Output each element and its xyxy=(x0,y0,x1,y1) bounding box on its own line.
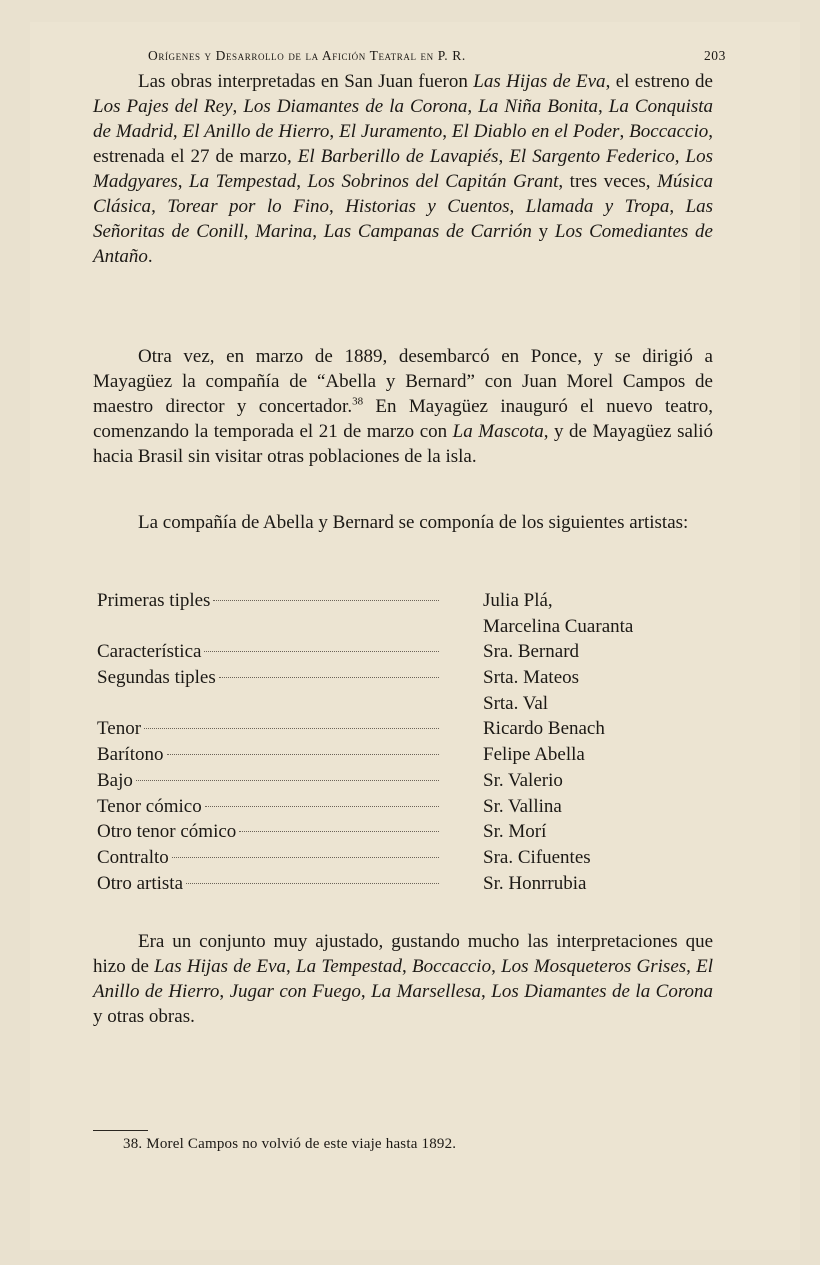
text-run: , xyxy=(172,121,183,142)
text-run: , xyxy=(669,196,686,217)
cast-row xyxy=(97,614,692,640)
dot-leader xyxy=(205,806,439,807)
work-title: Música Clásica xyxy=(93,171,714,217)
running-title: Orígenes y Desarrollo de la Afición Teatral en P. R. xyxy=(148,48,466,63)
running-header xyxy=(148,48,726,64)
cast-artist: Felipe Abella xyxy=(483,744,585,766)
text-run: , xyxy=(329,121,340,142)
cast-role-label: Contralto xyxy=(97,846,169,868)
cast-role xyxy=(97,742,457,768)
text-run: La compañía de Abella y Bernard se componía de los siguientes artistas: xyxy=(138,512,689,533)
cast-list xyxy=(97,588,692,896)
work-title: Las Campanas de Carrión xyxy=(323,221,532,242)
cast-role xyxy=(97,794,457,820)
cast-artist: Sra. Bernard xyxy=(483,641,580,663)
work-title: Los Diamantes de la Corona xyxy=(243,96,468,117)
work-title: La Mascota xyxy=(452,421,544,442)
cast-role xyxy=(97,871,457,897)
work-title: Jugar con Fuego xyxy=(229,981,361,1002)
dot-leader xyxy=(186,883,439,884)
text-run: , xyxy=(442,121,452,142)
cast-role xyxy=(97,665,457,691)
work-title: La Tempestad xyxy=(296,956,402,977)
dot-leader xyxy=(213,600,439,601)
cast-role-label: Bajo xyxy=(97,769,133,791)
text-run: , xyxy=(329,196,346,217)
paragraph-performances xyxy=(93,929,713,1029)
text-run: , xyxy=(619,121,630,142)
text-run: , tres veces, xyxy=(558,171,658,192)
cast-row xyxy=(97,845,692,871)
text-run: Las obras interpretadas en San Juan fueron xyxy=(138,71,474,92)
cast-artist: Sr. Valerio xyxy=(483,769,563,791)
cast-role-label: Primeras tiples xyxy=(97,590,211,611)
text-run: En Mayagüez inauguró el nuevo teatro, comenzando la temporada el 21 de marzo con xyxy=(93,396,714,442)
cast-row xyxy=(97,665,692,691)
dot-leader xyxy=(204,651,439,652)
paragraph-repertoire xyxy=(93,69,713,269)
text-run: y otras obras. xyxy=(93,1006,195,1027)
cast-role-label: Segundas tiples xyxy=(97,667,216,689)
footnote-divider xyxy=(93,1130,148,1131)
text-run: , xyxy=(286,956,297,977)
cast-artist: Ricardo Benach xyxy=(483,718,605,740)
text-run: . xyxy=(147,246,153,267)
cast-role-label: Tenor cómico xyxy=(97,795,202,817)
work-title: Torear por lo Fino xyxy=(167,196,329,217)
text-run: y xyxy=(531,221,555,242)
dot-leader xyxy=(172,857,439,858)
work-title: El Juramento xyxy=(339,121,443,142)
dot-leader xyxy=(167,754,440,755)
text-run: , xyxy=(219,981,230,1002)
text-run: , xyxy=(151,196,168,217)
cast-artist: Marcelina Cuaranta xyxy=(483,615,634,637)
work-title: El Anillo de Hierro xyxy=(93,956,714,1002)
cast-role-label: Característica xyxy=(97,641,202,663)
text-run: , xyxy=(509,196,526,217)
cast-artist: Sr. Morí xyxy=(483,821,547,843)
work-title: La Niña Bonita xyxy=(478,96,598,117)
cast-artist: Srta. Mateos xyxy=(483,667,580,689)
cast-role xyxy=(97,819,457,845)
work-title: El Barberillo de Lavapiés xyxy=(297,146,499,167)
cast-row xyxy=(97,588,692,614)
cast-role xyxy=(97,639,457,665)
dot-leader xyxy=(219,677,439,678)
work-title: El Diablo en el Poder xyxy=(451,121,620,142)
cast-row xyxy=(97,819,692,845)
work-title: Los Mosqueteros Grises xyxy=(501,956,687,977)
cast-role xyxy=(97,845,457,871)
work-title: Las Hijas de Eva xyxy=(473,71,606,92)
work-title: La Conquista de Madrid xyxy=(93,96,714,142)
cast-role xyxy=(97,588,457,614)
work-title: Boccaccio xyxy=(411,956,492,977)
text-run: , xyxy=(312,221,324,242)
text-run: , xyxy=(481,981,492,1002)
text-run: , estrenada el 27 de marzo, xyxy=(93,121,714,167)
text-run: Otra vez, en marzo de 1889, desembarcó en Ponce, y se dirigió a Mayagüez la compañía de “Abella y Bernard” con Juan Morel Campos de maestro director y concertador. xyxy=(93,346,713,417)
work-title: El Sargento Federico xyxy=(509,146,675,167)
text-run: , xyxy=(674,146,686,167)
cast-artist: Sr. Honrrubia xyxy=(483,872,587,894)
cast-role-label: Barítono xyxy=(97,744,164,766)
cast-artist: Sra. Cifuentes xyxy=(483,846,591,868)
text-run: , xyxy=(686,956,697,977)
text-run: , xyxy=(467,96,479,117)
cast-row xyxy=(97,794,692,820)
cast-artist: Sr. Vallina xyxy=(483,795,562,817)
text-run: , xyxy=(597,96,609,117)
page-number: 203 xyxy=(703,48,726,63)
cast-row xyxy=(97,691,692,717)
work-title: Los Diamantes de la Corona xyxy=(491,981,714,1002)
work-title: Historias y Cuentos xyxy=(345,196,510,217)
work-title: Las Hijas de Eva xyxy=(154,956,287,977)
text-run: , xyxy=(243,221,256,242)
text-run: , xyxy=(360,981,372,1002)
work-title: Los Comediantes de Antaño xyxy=(93,221,713,267)
text-run: , xyxy=(498,146,510,167)
footnote-ref: 38 xyxy=(352,395,364,408)
paragraph-mayaguez xyxy=(93,344,713,469)
work-title: La Tempestad xyxy=(189,171,297,192)
cast-role-label: Tenor xyxy=(97,718,142,740)
work-title: Marina xyxy=(255,221,313,242)
text-run: , el estreno de xyxy=(605,71,713,92)
work-title: Los Pajes del Rey xyxy=(93,96,233,117)
work-title: Los Madgyares xyxy=(93,146,714,192)
work-title: Los Sobrinos del Capitán Grant xyxy=(307,171,559,192)
cast-role-label: Otro artista xyxy=(97,872,184,894)
cast-role xyxy=(97,716,457,742)
cast-row xyxy=(97,742,692,768)
cast-role-label: Otro tenor cómico xyxy=(97,821,237,843)
text-run: , xyxy=(401,956,412,977)
work-title: Llamada y Tropa xyxy=(525,196,670,217)
work-title: Boccaccio xyxy=(629,121,709,142)
book-page xyxy=(30,22,800,1250)
cast-role xyxy=(97,768,457,794)
text-run: , xyxy=(491,956,502,977)
text-run: , xyxy=(296,171,308,192)
dot-leader xyxy=(239,831,439,832)
cast-row xyxy=(97,768,692,794)
cast-artist: Julia Plá, xyxy=(483,590,553,611)
work-title: El Anillo de Hierro xyxy=(182,121,330,142)
paragraph-company-intro xyxy=(93,510,713,535)
text-run: , xyxy=(177,171,190,192)
text-run: , y de Mayagüez salió hacia Brasil sin visitar otras poblaciones de la isla. xyxy=(93,421,713,467)
text-run: , xyxy=(232,96,244,117)
cast-row xyxy=(97,871,692,897)
text-run: Era un conjunto muy ajustado, gustando mucho las interpretaciones que hizo de xyxy=(93,931,713,977)
cast-row xyxy=(97,716,692,742)
cast-artist: Srta. Val xyxy=(483,692,549,714)
dot-leader xyxy=(136,780,439,781)
work-title: Las Señoritas de Conill xyxy=(93,196,714,242)
cast-row xyxy=(97,639,692,665)
work-title: La Marsellesa xyxy=(371,981,482,1002)
footnote-38: 38. Morel Campos no volvió de este viaje hasta 1892. xyxy=(123,1136,457,1152)
dot-leader xyxy=(144,728,439,729)
